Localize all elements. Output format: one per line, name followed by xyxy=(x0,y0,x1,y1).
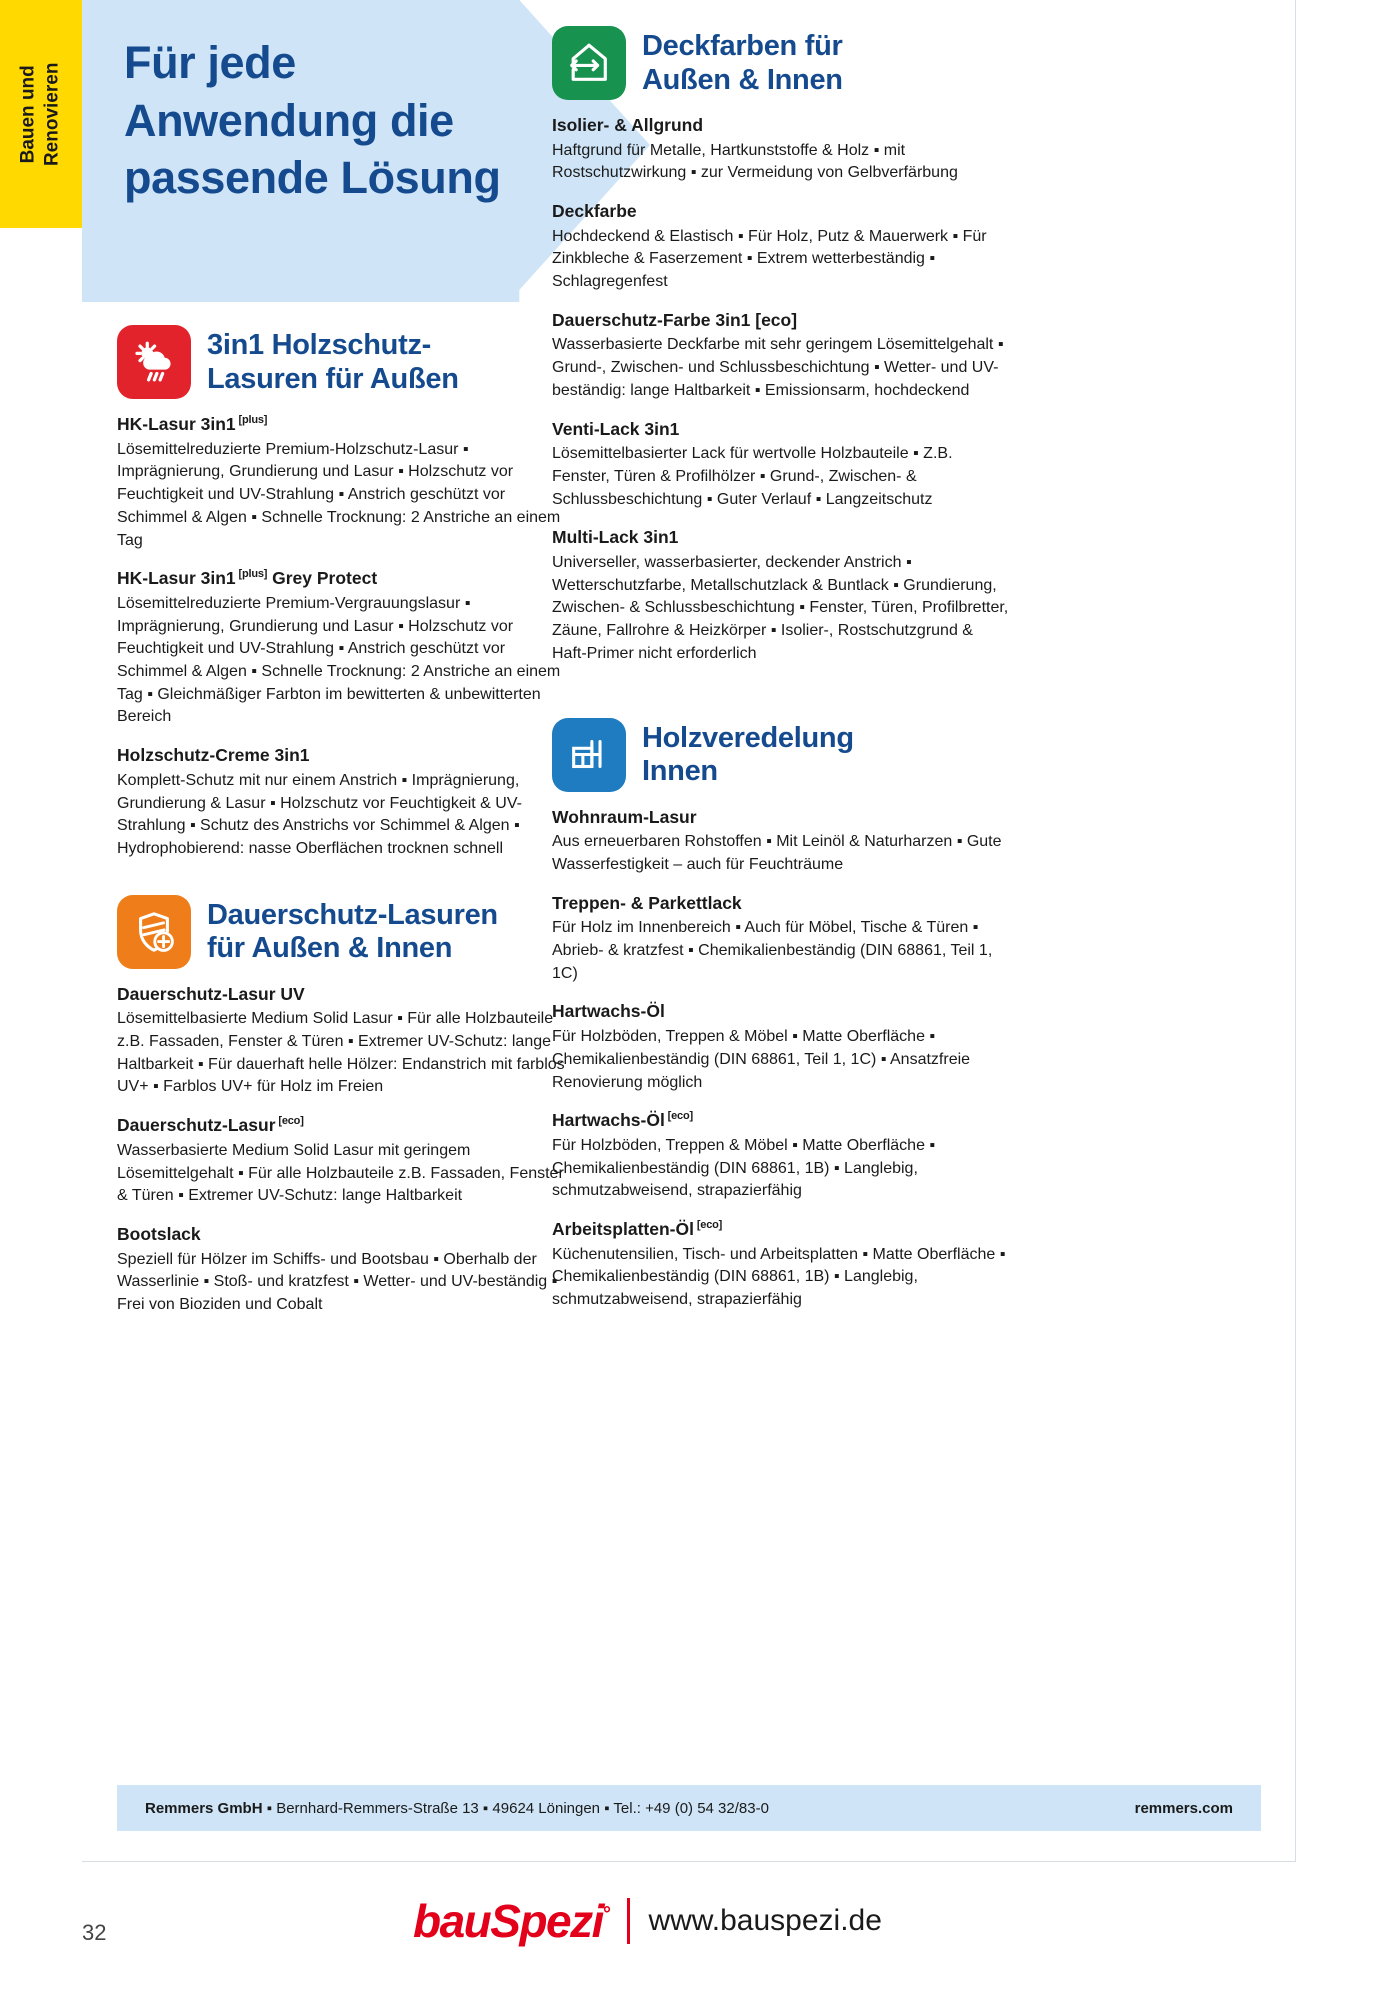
product-name-main: Wohnraum-Lasur xyxy=(552,806,697,827)
product-entry xyxy=(552,1109,1012,1203)
product-name-main: HK-Lasur 3in1 xyxy=(117,414,236,434)
shield-plus-icon xyxy=(117,895,191,969)
product-name xyxy=(117,744,577,768)
brand-name: bauSpezi xyxy=(413,1895,603,1947)
section-title-line1: Holzveredelung xyxy=(642,721,854,754)
product-entry xyxy=(117,567,577,729)
product-entry xyxy=(552,526,1012,665)
product-badge: [eco] xyxy=(664,1110,693,1123)
product-badge: [eco] xyxy=(275,1115,304,1128)
product-name xyxy=(117,983,577,1007)
product-entry xyxy=(552,309,1012,403)
product-description: Lösemittelreduzierte Premium-Holzschutz-Lasur ▪ Imprägnierung, Grundierung und Lasur ▪ Holzschutz vor Feuchtigkeit und UV-Strahlung ▪ Anstrich geschützt vor Schimmel & Algen ▪ Schnelle Trocknung: 2 Anstriche an einem Tag xyxy=(117,440,561,549)
product-entry xyxy=(552,806,1012,877)
product-entry xyxy=(552,200,1012,294)
product-name-main: Bootslack xyxy=(117,1223,201,1244)
product-description: Wasserbasierte Medium Solid Lasur mit geringem Lösemittelgehalt ▪ Für alle Holzbauteile z.B. Fassaden, Fenster & Türen ▪ Extremer UV-Schutz: lange Haltbarkeit xyxy=(117,1141,564,1205)
section-title-line1: Deckfarben für xyxy=(642,30,843,62)
sun-rain-cloud-icon xyxy=(117,325,191,399)
brand-block xyxy=(413,1894,882,1948)
product-description: Lösemittelreduzierte Premium-Vergrauungslasur ▪ Imprägnierung, Grundierung und Lasur ▪ Holzschutz vor Feuchtigkeit und UV-Strahlung ▪ Anstrich geschützt vor Schimmel & Algen ▪ Schnelle Trocknung: 2 Anstriche an einem Tag ▪ Gleichmäßiger Farbton im bewitterten & unbewitterten Bereich xyxy=(117,594,561,726)
product-description: Universeller, wasserbasierter, deckender Anstrich ▪ Wetterschutzfarbe, Metallschutzlack & Buntlack ▪ Grundierung, Zwischen- & Schlussbeschichtung ▪ Fenster, Türen, Profilbretter, Zäune, Fallrohre & Heizkörper ▪ Isolier-, Rostschutzgrund & Haft-Primer nicht erforderlich xyxy=(552,554,1009,662)
product-entry xyxy=(117,983,577,1100)
product-badge: [plus] xyxy=(235,414,268,427)
product-name xyxy=(552,418,1012,442)
product-description: Für Holzböden, Treppen & Möbel ▪ Matte Oberfläche ▪ Chemikalienbeständig (DIN 68861, Teil 1, 1C) ▪ Ansatzfreie Renovierung möglich xyxy=(552,1028,971,1091)
product-name xyxy=(117,413,577,437)
bauspezi-logo xyxy=(413,1894,609,1948)
product-name-main: Deckfarbe xyxy=(552,201,637,222)
product-description: Für Holz im Innenbereich ▪ Auch für Möbel, Tische & Türen ▪ Abrieb- & kratzfest ▪ Chemikalienbeständig (DIN 68861, Teil 1, 1C) xyxy=(552,919,993,982)
product-name xyxy=(552,1000,1012,1024)
product-name-main: Dauerschutz-Lasur UV xyxy=(117,983,305,1004)
footer-address xyxy=(145,1800,769,1817)
product-name xyxy=(552,200,1012,224)
section-header xyxy=(552,718,1012,792)
brand-divider xyxy=(627,1898,630,1944)
product-name-main: Multi-Lack 3in1 xyxy=(552,527,679,548)
product-name-main: Venti-Lack 3in1 xyxy=(552,418,680,439)
product-badge: [plus] xyxy=(235,568,268,581)
right-column xyxy=(552,26,1012,1327)
product-name-main: Isolier- & Allgrund xyxy=(552,115,704,135)
product-name xyxy=(552,309,1012,333)
product-description: Lösemittelbasierte Medium Solid Lasur ▪ Für alle Holzbauteile z.B. Fassaden, Fenster & Türen ▪ Extremer UV-Schutz: lange Haltbarkeit ▪ Für dauerhaft helle Hölzer: Endanstrich mit farblos UV+ ▪ Farblos UV+ für Holz im Freien xyxy=(117,1010,565,1096)
page-bottom-band xyxy=(0,1862,1377,2000)
section-dauerschutz-lasuren xyxy=(117,895,577,1317)
product-name-main: Dauerschutz-Farbe 3in1 [eco] xyxy=(552,309,798,330)
section-header xyxy=(552,26,1012,100)
product-description: Hochdeckend & Elastisch ▪ Für Holz, Putz & Mauerwerk ▪ Für Zinkbleche & Faserzement ▪ Extrem wetterbeständig ▪ Schlagregenfest xyxy=(552,227,987,291)
product-name-main: Arbeitsplatten-Öl xyxy=(552,1219,694,1240)
product-entry xyxy=(552,892,1012,986)
product-entry xyxy=(552,1000,1012,1094)
product-name xyxy=(552,892,1012,916)
left-column xyxy=(117,325,577,1332)
section-header xyxy=(117,895,577,969)
product-name xyxy=(552,1109,1012,1133)
footer-website[interactable]: remmers.com xyxy=(1134,1799,1233,1817)
product-name-main: Hartwachs-Öl xyxy=(552,1001,665,1022)
product-entry xyxy=(117,1114,577,1208)
product-description: Küchenutensilien, Tisch- und Arbeitsplatten ▪ Matte Oberfläche ▪ Chemikalienbeständig (DIN 68861, 1B) ▪ Langlebig, schmutzabweisend, strapazierfähig xyxy=(552,1245,1006,1309)
content-columns xyxy=(82,0,1296,1782)
product-name xyxy=(117,1114,577,1138)
product-description: Speziell für Hölzer im Schiffs- und Bootsbau ▪ Oberhalb der Wasserlinie ▪ Stoß- und kratzfest ▪ Wetter- und UV-beständig ▪ Frei von Bioziden und Cobalt xyxy=(117,1250,558,1313)
section-title-line2: Lasuren für Außen xyxy=(207,362,459,395)
hero-line3: passende Lösung xyxy=(124,152,501,204)
section-title-line2: für Außen & Innen xyxy=(207,932,453,965)
section-header xyxy=(117,325,577,399)
product-entry xyxy=(117,744,577,861)
hero-line2: Anwendung die xyxy=(124,94,454,146)
publisher-footer-bar xyxy=(117,1785,1261,1831)
product-name-main: HK-Lasur 3in1 xyxy=(117,568,236,589)
product-name-main: Treppen- & Parkettlack xyxy=(552,892,742,913)
section-title-line1: Dauerschutz-Lasuren xyxy=(207,898,498,931)
side-tab-bauen-renovieren xyxy=(0,0,82,228)
section-title-line1: 3in1 Holzschutz- xyxy=(207,329,431,361)
section-holzveredelung xyxy=(552,718,1012,1312)
section-title-line2: Außen & Innen xyxy=(642,63,843,96)
page-number: 32 xyxy=(82,1920,107,1945)
section-title xyxy=(207,895,498,966)
product-description: Komplett-Schutz mit nur einem Anstrich ▪ Imprägnierung, Grundierung & Lasur ▪ Holzschutz vor Feuchtigkeit & UV-Strahlung ▪ Schutz des Anstrichs vor Schimmel & Algen ▪ Hydrophobierend: nasse Oberflächen trocknen schnell xyxy=(117,771,522,857)
product-description: Für Holzböden, Treppen & Möbel ▪ Matte Oberfläche ▪ Chemikalienbeständig (DIN 68861, 1B) ▪ Langlebig, schmutzabweisend, strapazierfähig xyxy=(552,1136,936,1200)
product-name xyxy=(117,1223,577,1247)
product-entry xyxy=(552,114,1012,185)
section-holzschutz-lasuren xyxy=(117,325,577,861)
brand-degree-mark: ° xyxy=(602,1903,610,1926)
section-deckfarben xyxy=(552,26,1012,666)
section-title xyxy=(642,26,843,97)
product-description: Wasserbasierte Deckfarbe mit sehr geringem Lösemittelgehalt ▪ Grund-, Zwischen- und Schlussbeschichtung ▪ Wetter- und UV-beständig: lange Haltbarkeit ▪ Emissionsarm, hochdeckend xyxy=(552,336,1004,399)
wood-plank-t-icon xyxy=(552,718,626,792)
house-arrow-icon xyxy=(552,26,626,100)
section-title xyxy=(207,325,459,396)
product-description: Lösemittelbasierter Lack für wertvolle Holzbauteile ▪ Z.B. Fenster, Türen & Profilhölzer ▪ Grund-, Zwischen- & Schlussbeschichtung ▪ Guter Verlauf ▪ Langzeitschutz xyxy=(552,445,953,508)
product-name xyxy=(552,114,1012,138)
side-tab-label xyxy=(17,62,66,165)
product-entry xyxy=(552,1218,1012,1312)
product-entry xyxy=(117,1223,577,1317)
product-name-main: Dauerschutz-Lasur xyxy=(117,1115,276,1136)
product-name xyxy=(552,526,1012,550)
product-description: Haftgrund für Metalle, Hartkunststoffe & Holz ▪ mit Rostschutzwirkung ▪ zur Vermeidung von Gelbverfärbung xyxy=(552,141,958,182)
section-title xyxy=(642,718,854,789)
product-name xyxy=(552,1218,1012,1242)
footer-address-text: ▪ Bernhard-Remmers-Straße 13 ▪ 49624 Löningen ▪ Tel.: +49 (0) 54 32/83-0 xyxy=(262,1799,769,1817)
product-description: Aus erneuerbaren Rohstoffen ▪ Mit Leinöl & Naturharzen ▪ Gute Wasserfestigkeit – auch für Feuchträume xyxy=(552,833,1002,873)
product-name xyxy=(552,806,1012,830)
product-entry xyxy=(552,418,1012,512)
product-badge: [eco] xyxy=(693,1219,723,1232)
section-title-line2: Innen xyxy=(642,755,718,788)
footer-company: Remmers GmbH xyxy=(145,1799,263,1817)
product-name-main: Hartwachs-Öl xyxy=(552,1110,665,1131)
side-tab-line2: Renovieren xyxy=(42,62,64,166)
hero-line1: Für jede xyxy=(124,37,296,88)
catalog-page xyxy=(82,0,1296,1862)
product-name xyxy=(117,567,577,591)
product-name-main: Holzschutz-Creme 3in1 xyxy=(117,745,310,766)
side-tab-line1: Bauen und xyxy=(17,64,39,164)
product-name-tail: Grey Protect xyxy=(267,568,378,589)
product-entry xyxy=(117,413,577,552)
brand-url[interactable]: www.bauspezi.de xyxy=(648,1904,882,1937)
